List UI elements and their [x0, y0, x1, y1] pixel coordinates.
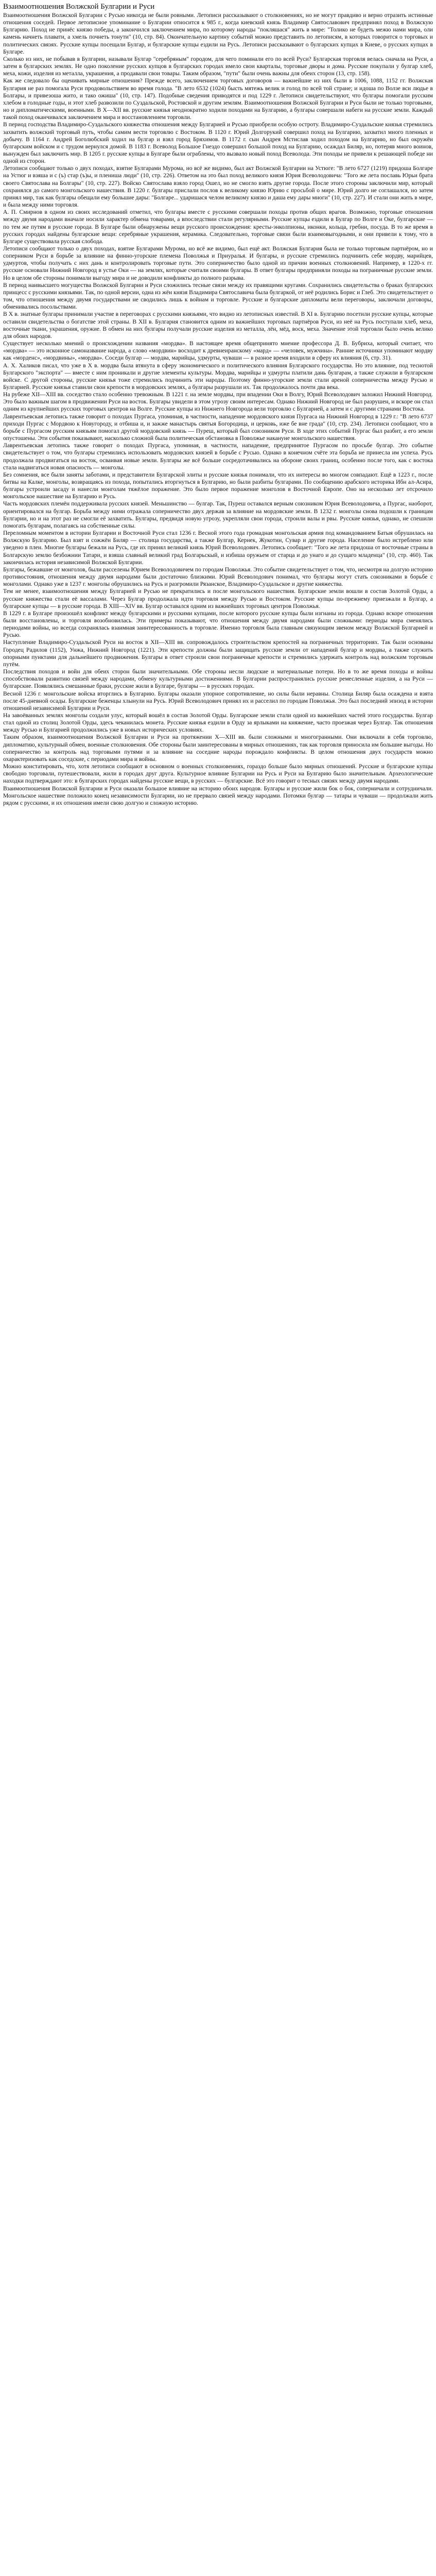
article-paragraph: Взаимоотношения Волжской Булгарии с Русью никогда не были ровными. Летописи рассказывают о столкновениях, но не могут правдиво и верно отразить истинные отношения соседей. Первое летописное упоминание о Булгарии относится к 985 г., когда киевский князь Владимир Святославович предпринял поход в Волжскую Булгарию. Поход не принёс князю победы, а закончился заключением мира, по которому народы "покляшася" жить в мире: "Толико не будеть межю нами мира, оли камень начнеть плавати, а хмель почнеть тонути" (10, стр. 84). Окончательную картину событий можно представить по летописям, в которых говорится о торговых и политических связях. Русские купцы посещали Булгар, и булгарские купцы ездили на Русь. Летописи рассказывают о булгарских купцах в Киеве, о русских купцах в Булгаре.: [3, 12, 433, 55]
article-paragraph: Весной 1236 г. монгольские войска вторглись в Булгарию. Булгары оказали упорное сопротивление, но силы были неравны. Столица Биляр была осаждена и взята после 45-дневной осады. Булгарские беженцы хлынули на Русь. Юрий Всеволодович принял их и расселил по городам Поволжья. Это был последний эпизод в истории отношений независимой Булгарии и Руси.: [3, 690, 433, 711]
article-paragraph: Летописи сообщают только о двух походах, взятие Булгарами Мурома, но всё же видимо, был акт Волжской Булгарии на Устюге: "В лето 6727 (1219) придоша Болгаре на Устюг и взяша и с (ъ) стар (ъ)ы, и плениша люди" (10, стр. 226). Ответом на это был поход великого князя Юрия Всеволодовича: "Того же лета пославь Юрьи брата своего Святослава на Болгары" (10, стр. 227). Войско Святослава взяло город Ошел, но не смогло взять другие города. После этого стороны заключили мир, который сохранялся до самого монгольского нашествия. В 1220 г. булгары прислали послов к великому князю Юрию с просьбой о мире. Юрий долго не соглашался, но затем принял мир, так как булгары обещали ему большие дары: "Болгаре... ударишася челом великому князю и даша ему дары многи" (10, стр. 227). И стали они жить в мире, и была между ними торговля.: [3, 165, 433, 209]
article-paragraph: Булгары, бежавшие от монголов, были расселены Юрием Всеволодовичем по городам Поволжья. Это событие свидетельствует о том, что, несмотря на долгую историю противостояния, отношения между двумя народами были достаточно близкими. Юрий Всеволодович понимал, что булгары могут стать союзниками в борьбе с монголами. Однако уже в 1237 г. монголы обрушились на Русь и разгромили Рязанское, Владимиро-Суздальское и другие княжества.: [3, 566, 433, 588]
article-paragraph: Существует несколько мнений о происхождении названия «мордва». В настоящее время общепринято мнение профессора Д. В. Бубриха, который считает, что «мордва» — это исконное самоназвание народа, а слово «мордвин» восходит к древнеиранскому «мард» — «человек, мужчина». Ранние источники упоминают мордву как «морденс», «мордвины», «мордва». Соседи булгар — мордва, марийцы, удмурты, чуваши — в разное время входили в сферу их влияния (6, стр. 31).: [3, 340, 433, 362]
article-paragraph: В период господства Владимиро-Суздальского княжества отношения между Булгарией и Русью приобрели особую остроту. Владимиро-Суздальские князья стремились захватить волжский торговый путь, чтобы самим вести торговлю с Востоком. В 1120 г. Юрий Долгорукий совершил поход на Булгарию, захватил много пленных и добычу. В 1164 г. Андрей Боголюбский ходил на булгар и взял город Бряхимов. В 1172 г. сын Андрея Мстислав ходил походом на Булгарию, но был окружён булгарским войском и с трудом вернулся домой. В 1183 г. Всеволод Большое Гнездо совершил большой поход на Булгарию, осаждал Биляр, но, потеряв много воинов, вынужден был заключить мир. В 1205 г. русские купцы в Булгаре были ограблены, что вызвало новый поход Всеволода. Эти походы не привели к решающей победе ни одной из сторон.: [3, 121, 433, 165]
article-paragraph: Лаврентьевская летопись также говорит о походах Пургаса, упоминая, в частности, нападение, предпринятое Пургасом по просьбе булгар. Это событие свидетельствует о том, что булгары стремились использовать мордовских князей в борьбе с Русью. Однако в конечном счёте эта борьба не принесла им успеха. Русь продолжала продвигаться на восток, осваивая новые земли. Булгары же всё больше сосредотачивались на обороне своих границ, особенно после того, как с востока стала надвигаться новая опасность — монголы.: [3, 442, 433, 471]
article-paragraph: В X в. знатные булгары принимали участие в переговорах с русскими князьями, что видно из летописных известий. В XI в. Булгарию посетили русские купцы, которые оставили свидетельства о богатстве этой страны. В XII в. Булгария становится одним из важнейших торговых партнёров Руси, из неё на Русь поступали хлеб, меха, восточные ткани, украшения, оружие. В обмен на них булгары получали русские изделия из металла, лён, мёд, воск, меха. Значение этой торговли было очень велико для обоих народов.: [3, 311, 433, 340]
article-paragraph: Как же следовало бы оценивать мирные отношения? Прежде всего, заключением торговых договоров — важнейшие из них были в 1006, 1088, 1152 гг. Волжская Булгария не раз помогала Руси продовольствием во время голода. "В лето 6532 (1024) бысть мятежь велик и голод по всей той стране; и идоша по Волзе вси людье в Болгары, и привезоша жито, и тако ожиша" (10, стр. 147). Подобные сведения приводятся и под 1229 г. Летописи свидетельствуют, что булгары помогали русским хлебом в голодные годы, и этот хлеб развозили по Суздальской, Ростовской и другим землям. Взаимоотношения Волжской Булгарии и Руси были не только торговыми, но и дипломатическими, военными. В Х—ХII вв. русские князья неоднократно ходили походами на Булгарию, а булгары совершали набеги на русские земли. Каждый такой поход оканчивался заключением мира и восстановлением торговли.: [3, 77, 433, 121]
article-paragraph: А. Х. Халиков писал, что уже в Х в. мордва была втянута в сферу экономического и политического влияния Булгарского государства. Но это влияние, под теснотой Булгарского "экспорта" — вместе с ним проникали и другие элементы культуры. Мордва, марийцы и удмурты платили дань булгарам, а также служили в булгарском войске. С другой стороны, русские князья тоже стремились подчинить эти народы. Поэтому финно-угорские земли стали ареной соперничества между Русью и Булгарией. Русские князья ставили свои крепости в мордовских землях, а булгары разрушали их. Так продолжалось почти два века.: [3, 362, 433, 391]
article-paragraph: Можно констатировать, что, хотя летописи сообщают в основном о военных столкновениях, гораздо больше было мирных отношений. Русские и булгарские купцы свободно торговали, путешествовали, жили в городах друг друга. Культурное влияние Булгарии на Русь и Руси на Булгарию было значительным. Археологические находки подтверждают это: в булгарских городах найдены русские вещи, в русских — булгарские. Всё это говорит о тесных связях между двумя народами.: [3, 763, 433, 785]
article-paragraph: Последствия походов и войн для обеих сторон были значительными. Обе стороны несли людские и материальные потери. Но в то же время походы и войны способствовали развитию связей между народами, обмену культурными достижениями. В Булгарии распространялись русские ремесленные изделия, а на Руси — булгарские. Появлялись смешанные браки, русские жили в Булгаре, булгары — в русских городах.: [3, 668, 433, 690]
article-paragraph: Летописи сообщают только о двух походах, взятие Булгарами Мурома, но всё же видимо, был ещё акт. Волжская Булгария была не только торговым партнёром, но и соперником Руси в борьбе за влияние на финно-угорские племена Поволжья и Приуралья. И булгары, и русские стремились подчинить себе мордву, марийцев, удмуртов, чтобы получать с них дань и контролировать торговые пути. Это соперничество было одной из причин военных столкновений. Например, в 1220-х гг. русские основали Нижний Новгород в устье Оки — на землях, которые считали своими булгары. В ответ булгары предприняли походы на пограничные русские земли. Но в целом обе стороны понимали выгоду мира и не доводили конфликты до полного разрыва.: [3, 245, 433, 281]
article-paragraph: Сколько из них, не побывав в Булгарии, называли Булгар "серебряным" городом, для чего поминали его по всей Руси? Булгарская торговля велась сначала на Руси, а затем в булгарских землях. Не одно поколение русских купцов в булгарских городах имело свои кварталы, торговые дворы и дома. Русские покупали у булгар хлеб, меха, кожи, изделия из металла, украшения, а продавали свои товары. Таким образом, "пути" были очень важны для обеих сторон (13, стр. 158).: [3, 55, 433, 77]
article-paragraph: В период наивысшего могущества Волжской Булгарии и Руси сложились тесные связи между их правящими кругами. Сохранились свидетельства о браках булгарских принцесс с русскими князьями. Так, по одной версии, одна из жён князя Владимира Святославича была булгаркой, от неё родились Борис и Глеб. Это свидетельствует о том, что отношения между двумя государствами не сводились лишь к войнам и торговле. Русские и булгарские дипломаты вели переговоры, заключали договоры, обменивались посольствами.: [3, 281, 433, 311]
article-paragraph: Переломным моментом в истории Булгарии и Восточной Руси стал 1236 г. Весной этого года громадная монгольская армия под командованием Батыя обрушилась на Волжскую Булгарию. Был взят и сожжён Биляр — столица государства, а также Булгар, Кернек, Жукотин, Сувар и другие города. Население было истреблено или уведено в плен. Многие булгары бежали на Русь, где их принял великий князь Юрий Всеволодович. Летопись сообщает: "Того же лета придоша от восточные страны в Болгарскую землю безбожнии Татари, и взяша славный великий град Болгарьскый, и избиша оружьем от старца и до унаго и до сущаго младенца" (10, стр. 460). Так закончилась история независимой Волжской Булгарии.: [3, 530, 433, 566]
article-title: Взаимоотношения Волжской Булгарии и Руси: [3, 3, 155, 11]
article-paragraph: Таким образом, взаимоотношения Волжской Булгарии и Руси на протяжении X—XIII вв. были сложными и многогранными. Они включали в себя торговлю, дипломатию, культурный обмен, военные столкновения. Обе стороны были заинтересованы в мирных отношениях, так как торговля приносила им большие выгоды. Но соперничество за контроль над торговыми путями и за влияние на соседние народы порождало конфликты. В целом отношения двух государств можно охарактеризовать как соседские, с периодами мира и войны.: [3, 734, 433, 762]
article-body: [3, 12, 433, 807]
article-paragraph: Лаврентьевская летопись также говорит о походах Пургаса, упоминая, в частности, нападение мордовского князя Пургаса на Нижний Новгород в 1229 г.: "В лето 6737 приходи Пургас с Мордвою к Новугороду, и отбиша и, и зажже манастырь святыя Богородица, и церковь, иже бе вне града" (10, стр. 234). Летописи сообщают, что в борьбе с Пургасом русским князьям помогал другой мордовский князь — Пуреш, который был союзником Руси. В ходе этих событий Пургас был разбит, а его земли опустошены. Эти события показывают, насколько сложной была политическая обстановка в Поволжье накануне монгольского нашествия.: [3, 413, 433, 442]
article-paragraph: Наступление Владимиро-Суздальской Руси на восток в XII—XIII вв. сопровождалось строительством крепостей на пограничных территориях. Так были основаны Городец Радилов (1152), Унжа, Нижний Новгород (1221). Эти крепости должны были защищать русские земли от нападений булгар и мордвы, а также служить опорными пунктами для дальнейшего продвижения. Булгары в ответ строили свои пограничные крепости и стремились удержать контроль над волжским торговым путём.: [3, 639, 433, 668]
article-paragraph: Взаимоотношения Волжской Булгарии и Руси оказали большое влияние на историю обоих народов. Булгары и русские жили бок о бок, соперничали и сотрудничали. Монгольское нашествие положило конец независимости Булгарии, но не прервало связей между народами. Потомки булгар — татары и чуваши — продолжали жить рядом с русскими, и их отношения имели свою долгую и сложную историю.: [3, 785, 433, 806]
article-paragraph: Без сомнения, все были заняты заботами, и представители Булгарской элиты и русские князья понимали, что их интересы во многом совпадают. Ещё в 1223 г., после битвы на Калке, монголы, возвращаясь из похода, попытались вторгнуться в Булгарию, но были разбиты булгарами. По сообщению арабского историка Ибн ал-Асира, булгары устроили засаду и нанесли монголам тяжёлое поражение. Это было первое поражение монголов в Восточной Европе. Оно на несколько лет отсрочило монгольское нашествие на Булгарию и Русь.: [3, 471, 433, 500]
article-paragraph: Часть мордовских племён поддерживала русских князей. Меньшинство — булгар. Так, Пуреш оставался верным союзником Юрия Всеволодовича, а Пургас, наоборот, ориентировался на булгар. Борьба между ними отражала соперничество двух держав за влияние на мордовские земли. В 1232 г. монголы снова подошли к границам Булгарии, но и на этот раз не смогли её захватить. Булгары, предвидя новую угрозу, укрепляли свои города, строили валы и рвы. Русские князья, однако, не спешили помогать булгарам, полагаясь на собственные силы.: [3, 500, 433, 529]
article-paragraph: В 1229 г. в Булгаре произошёл конфликт между булгарскими и русскими купцами, после которого русские купцы были изгнаны из города. Однако вскоре отношения были восстановлены, и торговля возобновилась. Эти примеры показывают, что отношения между двумя народами были сложными: периоды мира сменялись периодами войны, но всегда сохранялась взаимная заинтересованность в торговле. Именно торговля была главным связующим звеном между Волжской Булгарией и Русью.: [3, 609, 433, 639]
article-paragraph: На завоёванных землях монголы создали улус, который вошёл в состав Золотой Орды. Булгарские земли стали одной из важнейших частей этого государства. Булгар стал одной из столиц Золотой Орды, здесь чеканилась монета. Русские князья ездили в Орду за ярлыками на княжение, часто проезжая через Булгар. Так отношения между Русью и Булгарией продолжились уже в новых исторических условиях.: [3, 712, 433, 734]
article-paragraph: На рубеже XII—XIII вв. соседство стало особенно тревожным. В 1221 г. на земле мордвы, при впадении Оки в Волгу, Юрий Всеволодович заложил Нижний Новгород. Это было важным шагом в продвижении Руси на восток. Булгары увидели в этом угрозу своим интересам. Однако Нижний Новгород не был разрушен, и вскоре он стал одним из крупнейших русских торговых центров на Волге. Русские купцы из Нижнего Новгорода вели торговлю с Булгарией, а затем и с другими странами Востока.: [3, 391, 433, 413]
article-paragraph: Тем не менее, взаимоотношения между Булгарией и Русью не прекратились и после монгольского нашествия. Булгарские земли вошли в состав Золотой Орды, а русские княжества стали её вассалами. Через Булгар продолжала идти торговля между Русью и Востоком. Русские купцы по-прежнему приезжали в Булгар, а булгарские купцы — в русские города. В XIII—XIV вв. Булгар оставался одним из важнейших торговых центров Поволжья.: [3, 588, 433, 609]
article-paragraph: А. П. Смирнов в одном из своих исследований отметил, что булгары вместе с русскими совершали походы против общих врагов. Возможно, торговые отношения между двумя народами вначале носили характер обмена товарами, а впоследствии стали регулярными. Русские купцы ездили в Булгар по Волге и Оке, булгарские — по тем же путям в русские города. В Булгаре были обнаружены вещи русского происхождения: кресты-энколпионы, иконки, кольца, гребни, посуда. В то же время в русских городах найдены булгарские вещи: серебряные украшения, керамика. Следовательно, торговые связи были взаимовыгодными, и они привели к тому, что в Булгаре существовала русская слобода.: [3, 209, 433, 245]
article-page: [0, 0, 436, 807]
